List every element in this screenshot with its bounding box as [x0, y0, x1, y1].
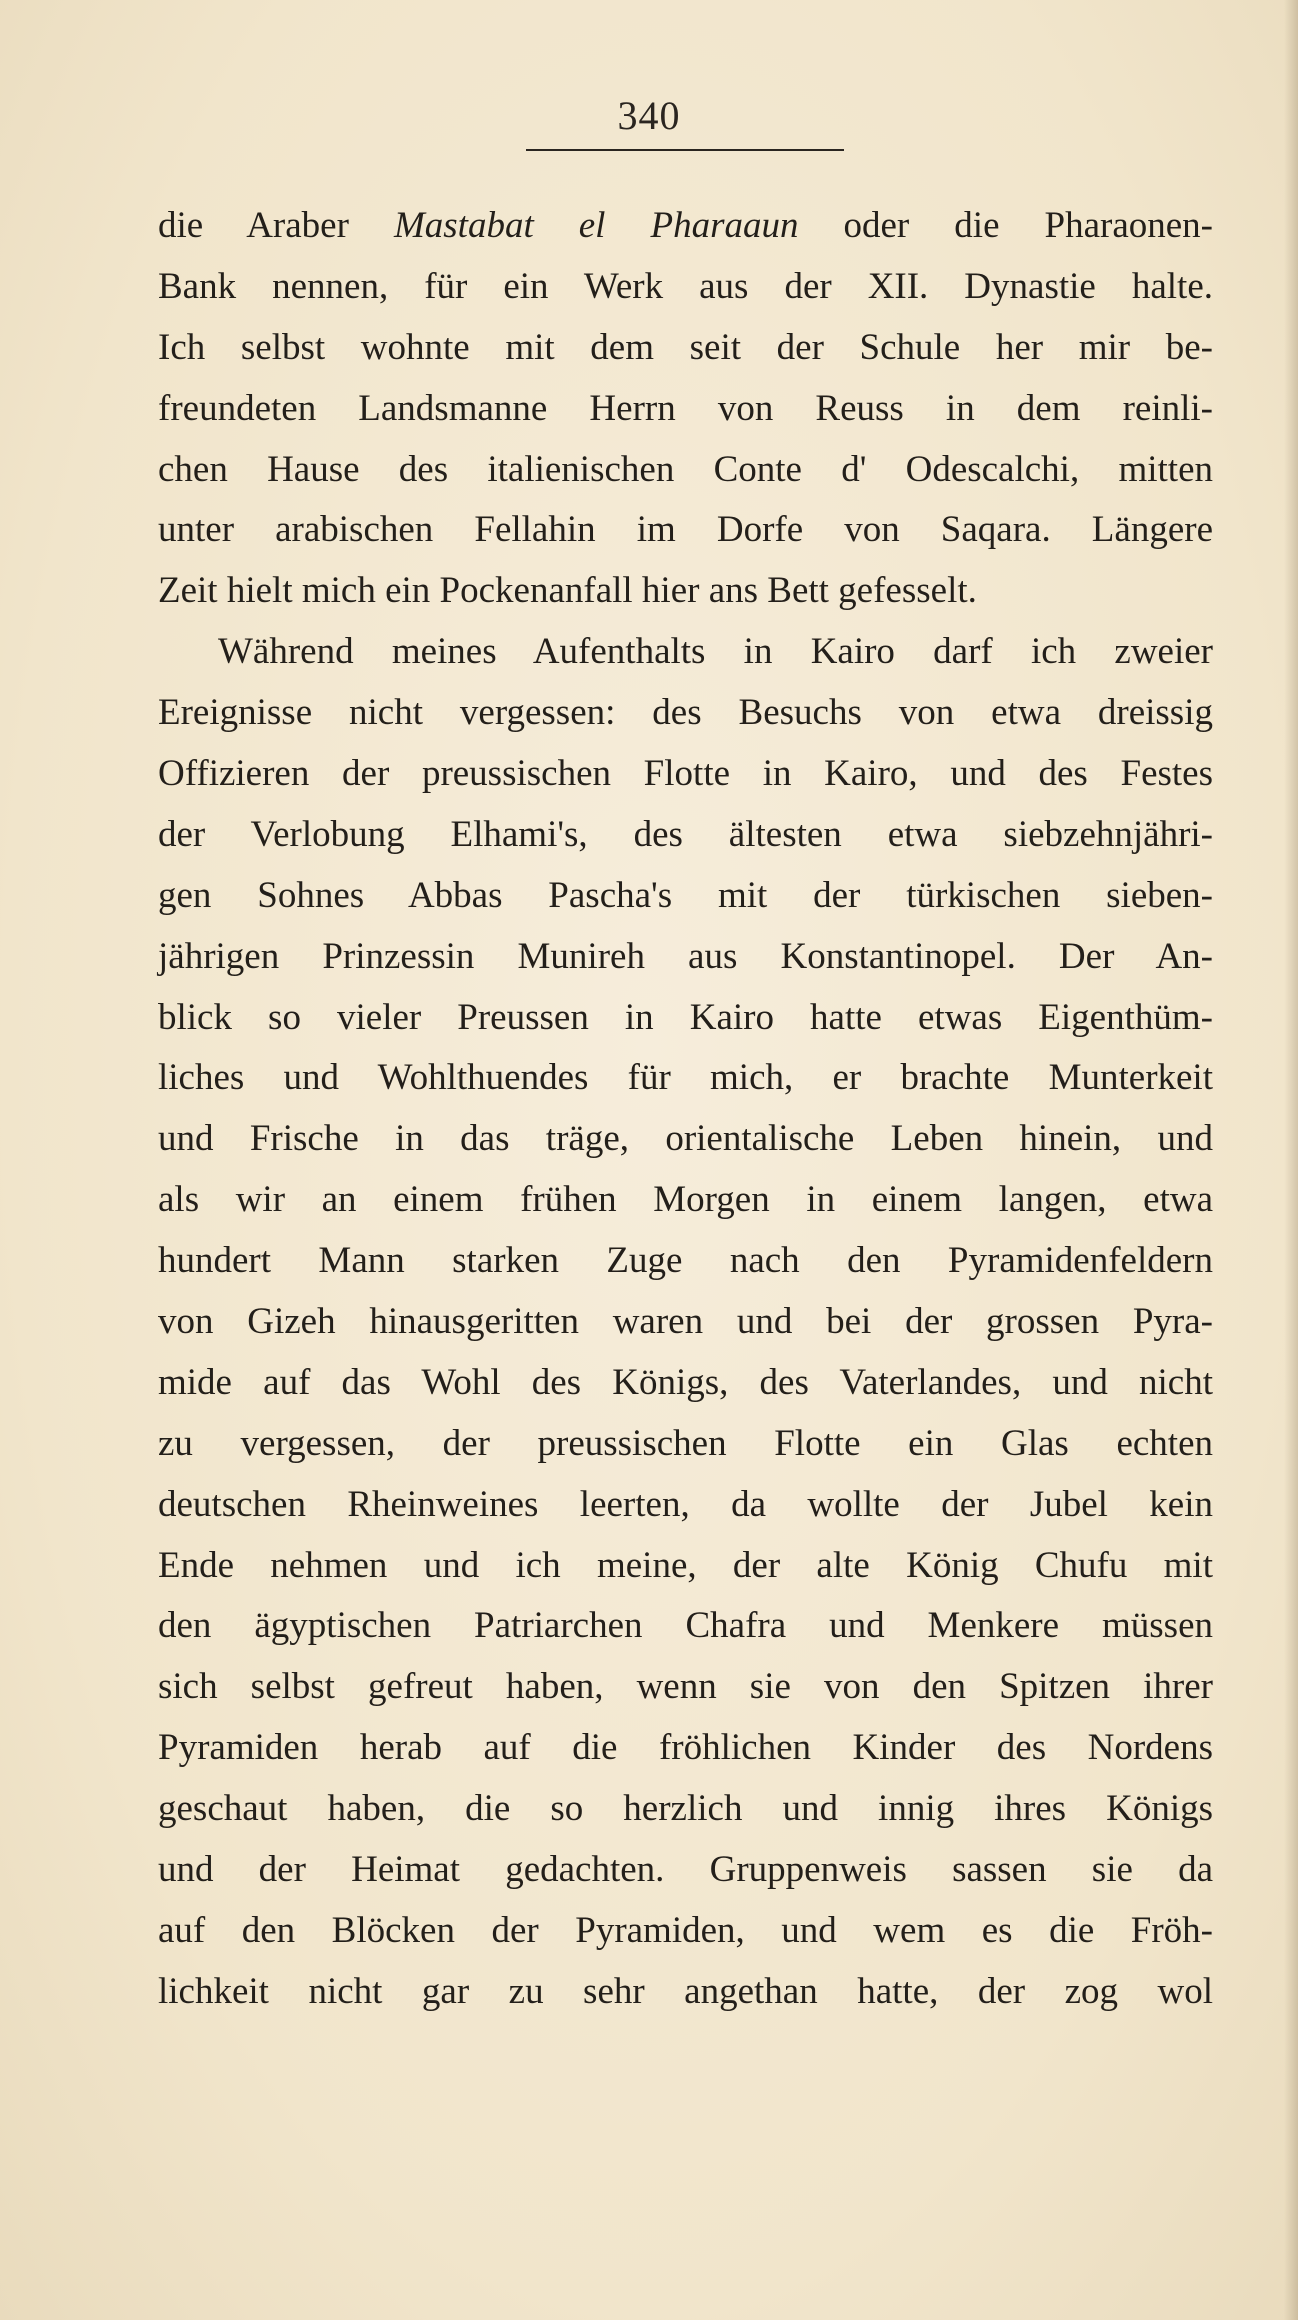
- text-line: gen Sohnes Abbas Pascha's mit der türkischen sieben-: [158, 874, 1213, 916]
- text-line: sich selbst gefreut haben, wenn sie von den Spitzen ihrer: [158, 1666, 1213, 1708]
- text-line: geschaut haben, die so herzlich und innig ihres Königs: [158, 1788, 1213, 1830]
- italic-term: Mastabat el Pharaaun: [393, 205, 799, 246]
- text-line: liches und Wohlthuendes für mich, er brachte Munterkeit: [158, 1057, 1213, 1099]
- text-line: Offizieren der preussischen Flotte in Kairo, und des Festes: [158, 753, 1213, 795]
- text-line: und der Heimat gedachten. Gruppenweis sassen sie da: [158, 1849, 1213, 1891]
- text-line: jährigen Prinzessin Munireh aus Konstantinopel. Der An-: [158, 935, 1213, 977]
- header-rule: [526, 149, 844, 151]
- paragraph-start-line: Während meines Aufenthalts in Kairo darf ich zweier: [218, 631, 1213, 673]
- page-number: 340: [617, 93, 681, 138]
- text-line: und Frische in das träge, orientalische Leben hinein, und: [158, 1118, 1213, 1160]
- text-line-start: die Araber: [158, 205, 394, 246]
- text-line: blick so vieler Preussen in Kairo hatte etwas Eigenthüm-: [158, 996, 1213, 1038]
- text-line: Ereignisse nicht vergessen: des Besuchs von etwa dreissig: [158, 692, 1213, 734]
- text-line: lichkeit nicht gar zu sehr angethan hatte, der zog wol: [158, 1970, 1213, 2012]
- text-line: [158, 196, 1213, 257]
- text-line: Ich selbst wohnte mit dem seit der Schule her mir be-: [158, 326, 1213, 368]
- text-line: auf den Blöcken der Pyramiden, und wem es die Fröh-: [158, 1909, 1213, 1951]
- text-line: den ägyptischen Patriarchen Chafra und Menkere müssen: [158, 1605, 1213, 1647]
- text-line-end: oder die Pharaonen-: [798, 205, 1214, 246]
- text-line: freundeten Landsmanne Herrn von Reuss in dem reinli-: [158, 387, 1213, 429]
- text-line: Ende nehmen und ich meine, der alte König Chufu mit: [158, 1544, 1213, 1586]
- text-line: hundert Mann starken Zuge nach den Pyramidenfeldern: [158, 1240, 1213, 1282]
- text-line: Pyramiden herab auf die fröhlichen Kinder des Nordens: [158, 1727, 1213, 1769]
- page-edge-shadow: [1284, 0, 1298, 2320]
- text-line: von Gizeh hinausgeritten waren und bei der grossen Pyra-: [158, 1301, 1213, 1343]
- text-line: deutschen Rheinweines leerten, da wollte der Jubel kein: [158, 1483, 1213, 1525]
- text-line: chen Hause des italienischen Conte d' Odescalchi, mitten: [158, 448, 1213, 490]
- text-line: zu vergessen, der preussischen Flotte ein Glas echten: [158, 1422, 1213, 1464]
- text-line: unter arabischen Fellahin im Dorfe von Saqara. Längere: [158, 509, 1213, 551]
- text-line: Bank nennen, für ein Werk aus der XII. Dynastie halte.: [158, 265, 1213, 307]
- text-line: mide auf das Wohl des Königs, des Vaterlandes, und nicht: [158, 1361, 1213, 1403]
- text-line: Zeit hielt mich ein Pockenanfall hier ans Bett gefesselt.: [158, 570, 977, 612]
- text-line: der Verlobung Elhami's, des ältesten etwa siebzehnjähri-: [158, 813, 1213, 855]
- body-text: [158, 196, 1213, 2023]
- text-line: als wir an einem frühen Morgen in einem langen, etwa: [158, 1179, 1213, 1221]
